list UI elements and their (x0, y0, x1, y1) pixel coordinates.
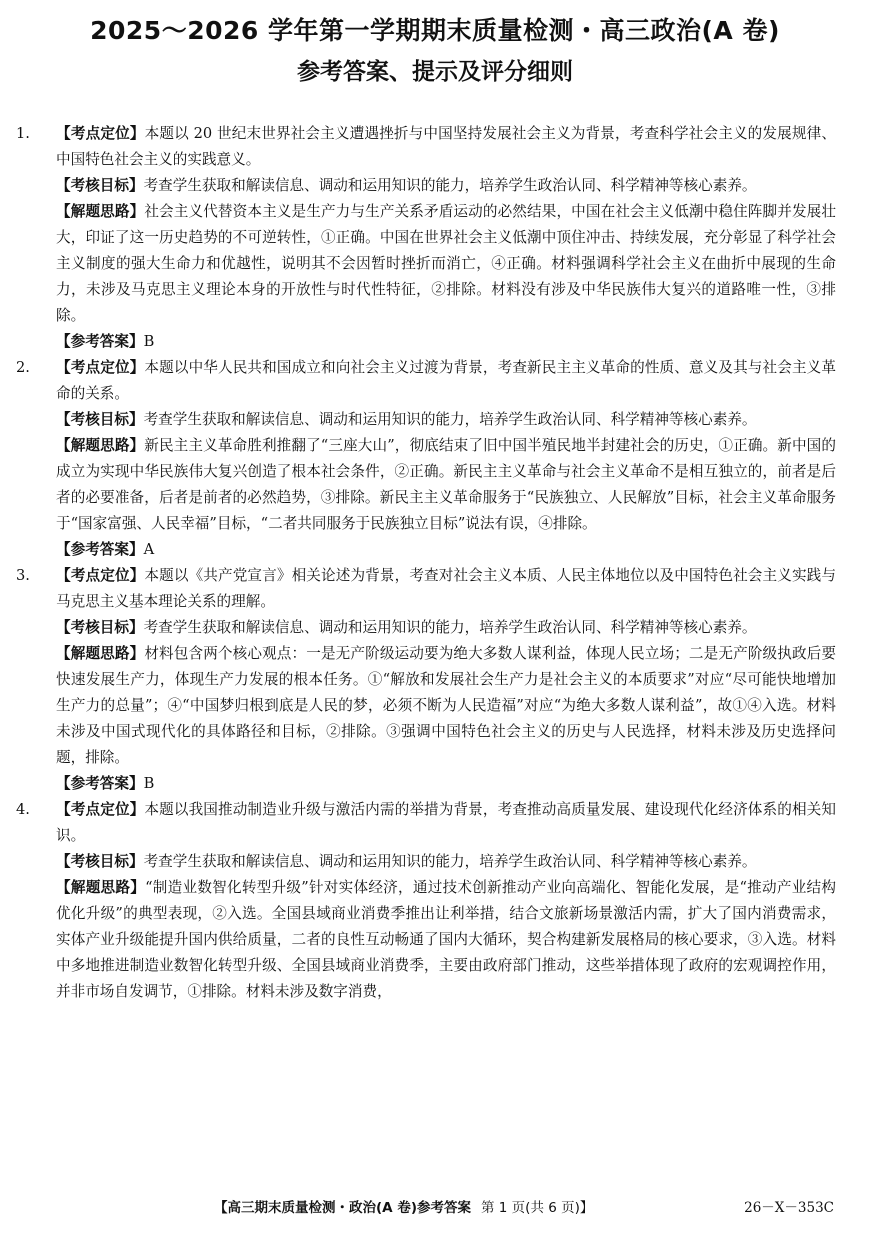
point-tag: 【考点定位】 (56, 801, 145, 818)
question-1 (16, 121, 836, 355)
goal-text: 考查学生获取和解读信息、调动和运用知识的能力，培养学生政治认同、科学精神等核心素养。 (143, 177, 757, 194)
question-2-point (16, 355, 836, 407)
idea-text: “制造业数智化转型升级”针对实体经济，通过技术创新推动产业向高端化、智能化发展，是“推动产业结构优化升级”的典型表现，②入选。全国县域商业消费季推出让利举措，结合文旅新场景激活内需，扩大了国内消费需求，实体产业升级能提升国内供给质量，二者的良性互动畅通了国内大循环，契合构建新发展格局的核心要求，③入选。材料中多地推进制造业数智化转型升级、全国县域商业消费季，主要由政府部门推动，这些举措体现了政府的宏观调控作用，并非市场自发调节，①排除。材料未涉及数字消费， (56, 879, 836, 1000)
idea-tag: 【解题思路】 (56, 203, 145, 220)
question-2 (16, 355, 836, 563)
footer-info (214, 1196, 593, 1220)
page-title: 2025～2026 学年第一学期期末质量检测・高三政治(A 卷) (90, 16, 780, 45)
point-text: 本题以我国推动制造业升级与激活内需的举措为背景，考查推动高质量发展、建设现代化经济体系的相关知识。 (56, 801, 836, 844)
idea-text: 社会主义代替资本主义是生产力与生产关系矛盾运动的必然结果，中国在社会主义低潮中稳住阵脚并发展壮大，印证了这一历史趋势的不可逆转性，①正确。中国在世界社会主义低潮中顶住冲击、持续发展，充分彰显了科学社会主义制度的强大生命力和优越性，说明其不会因暂时挫折而消亡，④正确。材料强调科学社会主义在曲折中展现的生命力，未涉及马克思主义理论本身的开放性与时代性特征，②排除。材料没有涉及中华民族伟大复兴的道路唯一性，③排除。 (56, 203, 836, 324)
question-4 (16, 797, 836, 1005)
question-3-point (16, 563, 836, 615)
goal-text: 考查学生获取和解读信息、调动和运用知识的能力，培养学生政治认同、科学精神等核心素养。 (143, 411, 757, 428)
point-text: 本题以中华人民共和国成立和向社会主义过渡为背景，考查新民主主义革命的性质、意义及其与社会主义革命的关系。 (56, 359, 836, 402)
answer-text: B (143, 333, 155, 350)
answer-text: B (143, 775, 155, 792)
question-2-idea (36, 433, 836, 537)
point-text: 本题以《共产党宣言》相关论述为背景，考查对社会主义本质、人民主体地位以及中国特色社会主义实践与马克思主义基本理论关系的理解。 (56, 567, 836, 610)
question-4-idea (36, 875, 836, 1005)
answer-content (16, 121, 836, 1005)
goal-tag: 【考核目标】 (56, 177, 144, 194)
page-footer (0, 1196, 870, 1220)
footer-doc-code: 26－X－353C (744, 1200, 834, 1216)
idea-text: 新民主主义革命胜利推翻了“三座大山”，彻底结束了旧中国半殖民地半封建社会的历史，①正确。新中国的成立为实现中华民族伟大复兴创造了根本社会条件，②正确。新民主主义革命与社会主义革命不是相互独立的，前者是后者的必要准备，后者是前者的必然趋势，③排除。新民主主义革命服务于“民族独立、人民解放”目标，社会主义革命服务于“国家富强、人民幸福”目标，“二者共同服务于民族独立目标”说法有误，④排除。 (56, 437, 836, 532)
question-1-point (16, 121, 836, 173)
idea-tag: 【解题思路】 (56, 645, 145, 662)
question-3-answer (36, 771, 836, 797)
answer-tag: 【参考答案】 (56, 541, 144, 558)
goal-tag: 【考核目标】 (56, 619, 144, 636)
question-1-idea (36, 199, 836, 329)
footer-page-number: 第 1 页(共 6 页)】 (481, 1200, 594, 1216)
point-text: 本题以 20 世纪末世界社会主义遭遇挫折与中国坚持发展社会主义为背景，考查科学社会主义的发展规律、中国特色社会主义的实践意义。 (56, 125, 836, 168)
question-number: 1. (16, 125, 30, 142)
answer-text: A (143, 541, 155, 558)
answer-tag: 【参考答案】 (56, 775, 144, 792)
question-1-answer (36, 329, 836, 355)
question-number: 2. (16, 359, 30, 376)
question-4-point (16, 797, 836, 849)
point-tag: 【考点定位】 (56, 567, 145, 584)
goal-tag: 【考核目标】 (56, 853, 144, 870)
goal-text: 考查学生获取和解读信息、调动和运用知识的能力，培养学生政治认同、科学精神等核心素养。 (143, 853, 757, 870)
question-4-goal (36, 849, 836, 875)
question-3-goal (36, 615, 836, 641)
goal-tag: 【考核目标】 (56, 411, 144, 428)
point-tag: 【考点定位】 (56, 125, 145, 142)
question-1-goal (36, 173, 836, 199)
answer-tag: 【参考答案】 (56, 333, 144, 350)
point-tag: 【考点定位】 (56, 359, 145, 376)
question-number: 4. (16, 801, 30, 818)
footer-exam-name: 【高三期末质量检测・政治(A 卷)参考答案 (214, 1200, 471, 1216)
question-2-answer (36, 537, 836, 563)
goal-text: 考查学生获取和解读信息、调动和运用知识的能力，培养学生政治认同、科学精神等核心素养。 (143, 619, 757, 636)
question-3-idea (36, 641, 836, 771)
idea-tag: 【解题思路】 (56, 879, 146, 896)
question-2-goal (36, 407, 836, 433)
question-number: 3. (16, 567, 30, 584)
idea-tag: 【解题思路】 (56, 437, 145, 454)
question-3 (16, 563, 836, 797)
page-subtitle: 参考答案、提示及评分细则 (297, 59, 573, 85)
idea-text: 材料包含两个核心观点：一是无产阶级运动要为绝大多数人谋利益，体现人民立场；二是无产阶级执政后要快速发展生产力，体现生产力发展的根本任务。①“解放和发展社会生产力是社会主义的本质要求”对应“尽可能快地增加生产力的总量”；④“中国梦归根到底是人民的梦，必须不断为人民造福”对应“为绝大多数人谋利益”，故①④入选。材料未涉及中国式现代化的具体路径和目标，②排除。③强调中国特色社会主义的历史与人民选择，材料未涉及历史选择问题，排除。 (56, 645, 836, 766)
